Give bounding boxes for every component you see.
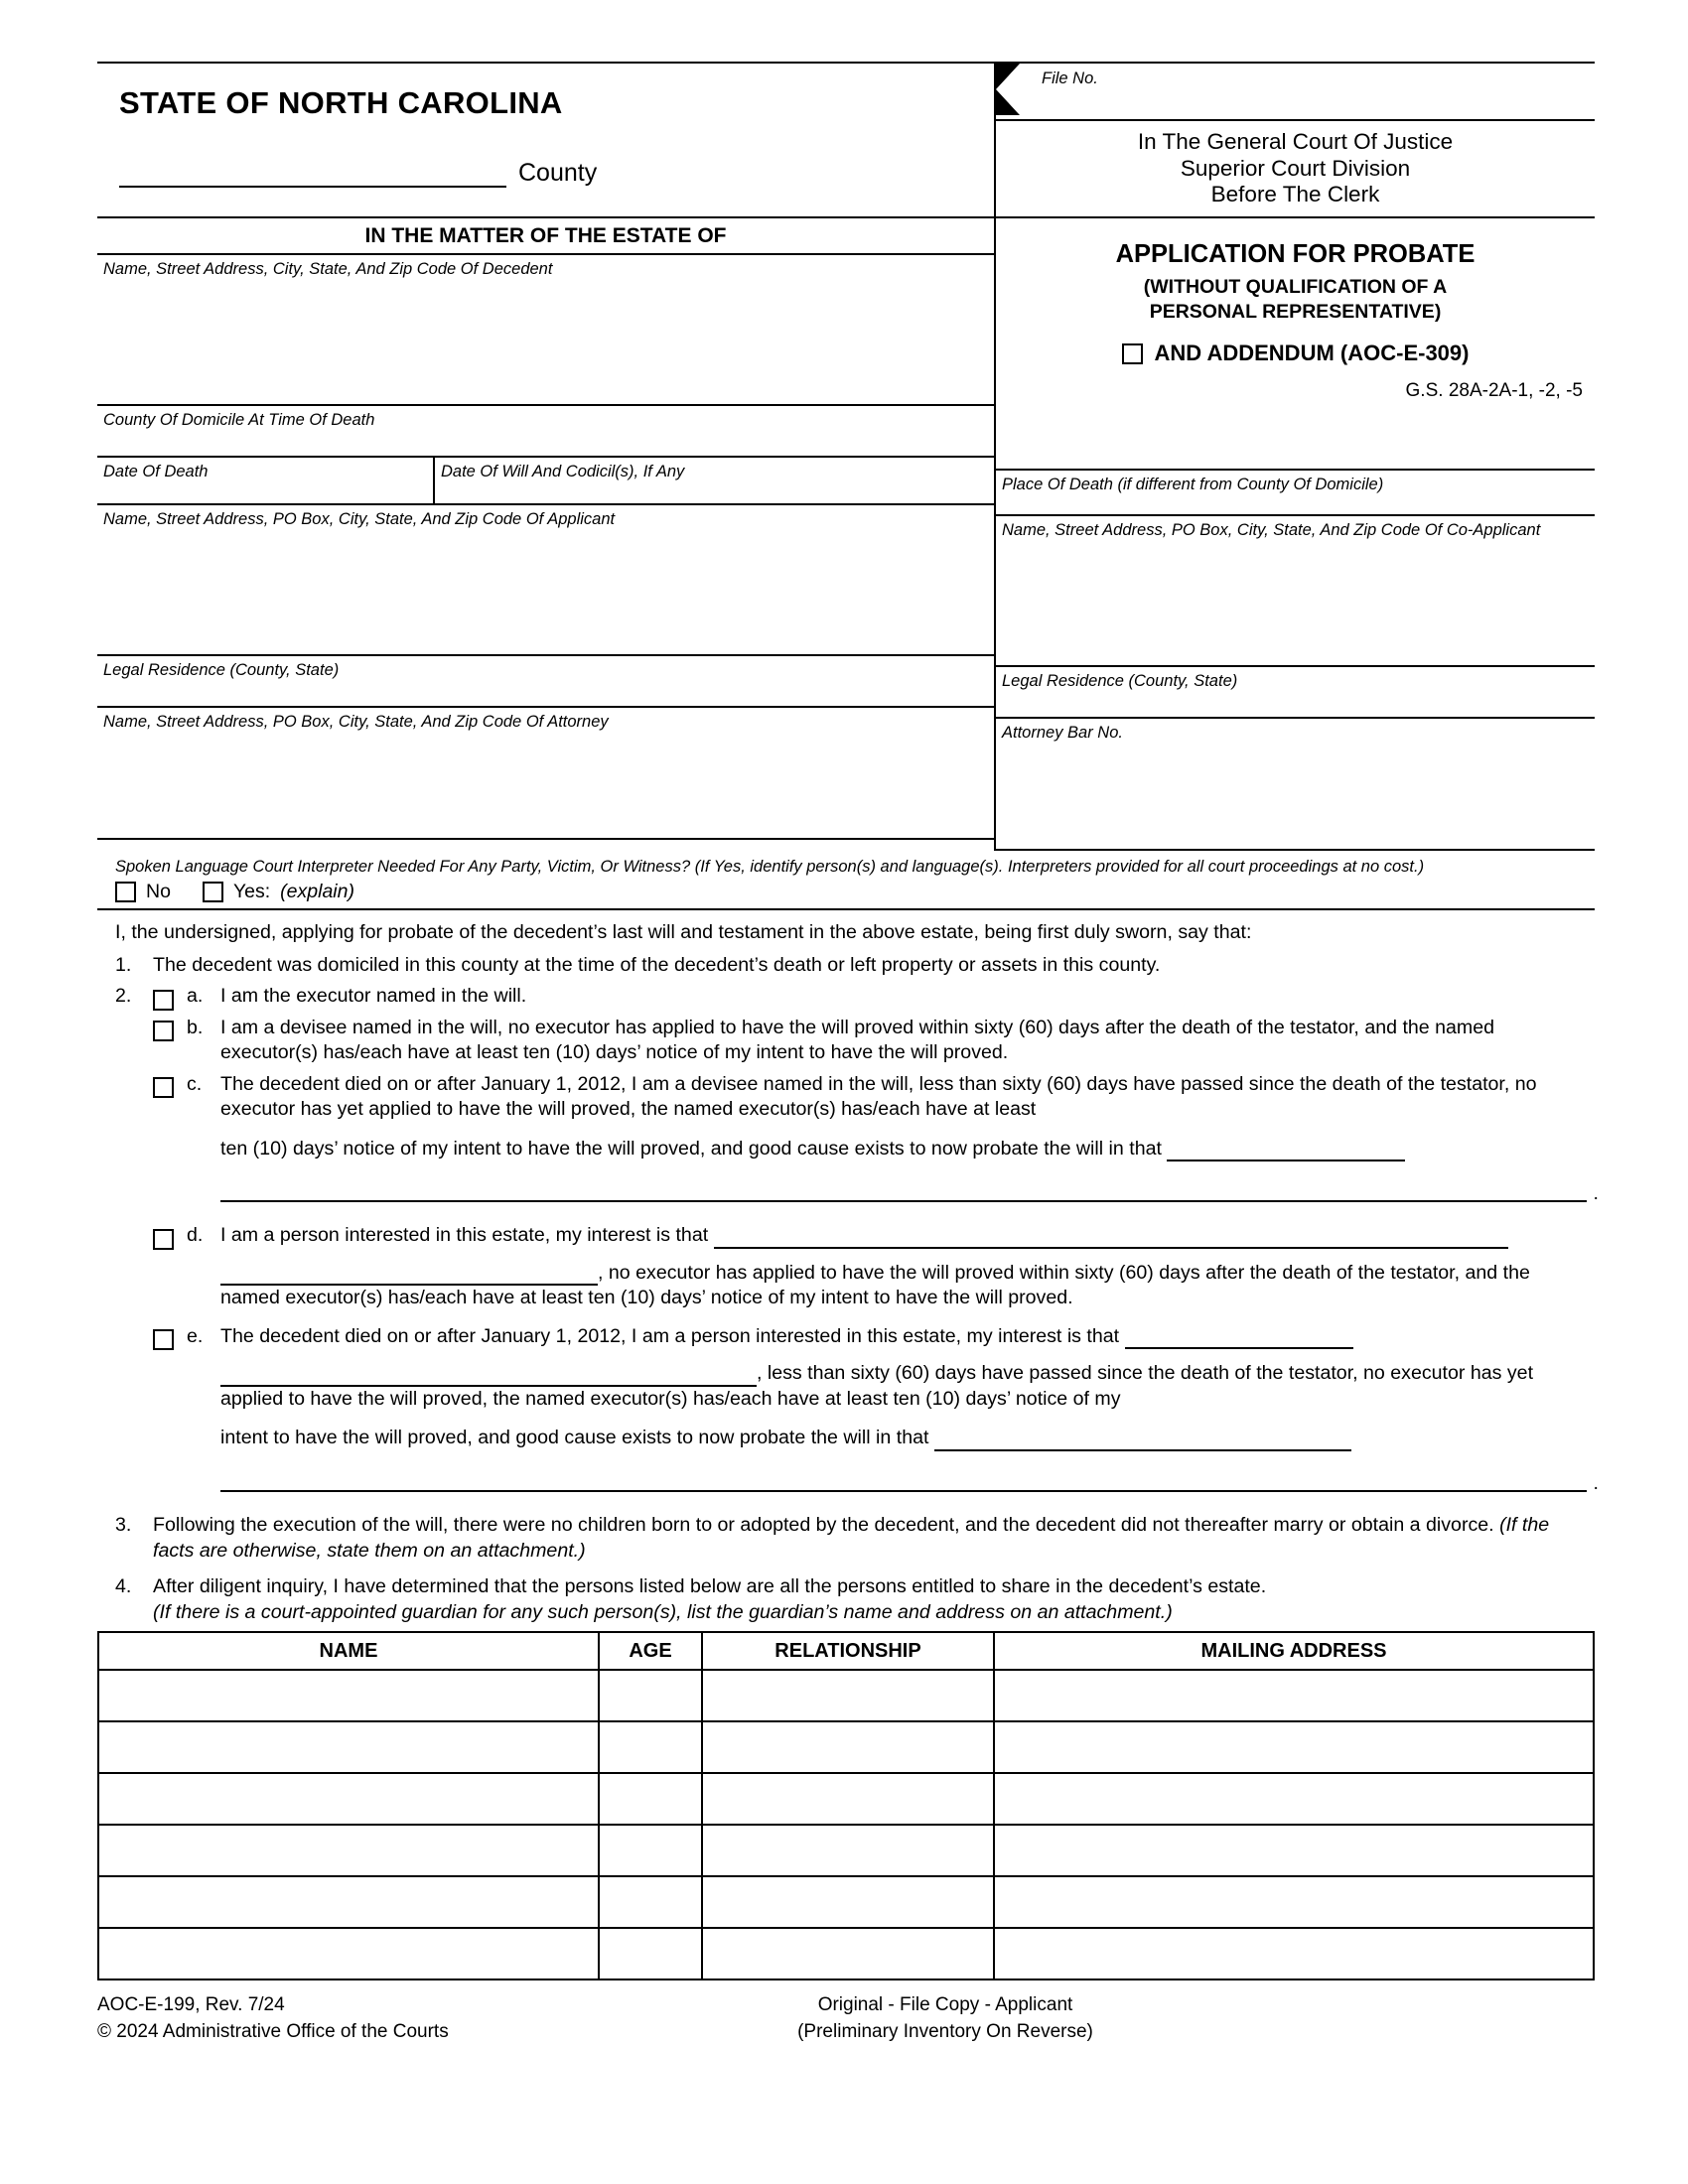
- item-2d-checkbox-wrap: [153, 1223, 187, 1310]
- item-2a-letter: a.: [187, 985, 204, 1008]
- estate-and-title: [97, 218, 1595, 851]
- form-body: [97, 910, 1599, 1631]
- item-2e-checkbox[interactable]: [153, 1329, 174, 1350]
- table-row[interactable]: [98, 1928, 1594, 1979]
- item-2d: [97, 1205, 1595, 1313]
- cell-relationship[interactable]: [702, 1928, 994, 1979]
- item-2: [97, 981, 1595, 1012]
- reverse-note: (Preliminary Inventory On Reverse): [797, 2020, 1093, 2042]
- cell-name[interactable]: [98, 1773, 599, 1825]
- column-header-relationship: RELATIONSHIP: [702, 1632, 994, 1670]
- cell-relationship[interactable]: [702, 1721, 994, 1773]
- item-2e-line-4: [220, 1467, 1599, 1494]
- form-subtitle-line-1: (WITHOUT QUALIFICATION OF A: [1143, 275, 1448, 298]
- persons-table-header-row: [98, 1632, 1594, 1670]
- cell-mailing-address[interactable]: [994, 1876, 1594, 1928]
- item-2e-blank-2[interactable]: [220, 1365, 757, 1387]
- decedent-label: Name, Street Address, City, State, And Zip Code Of Decedent: [103, 259, 553, 278]
- county-domicile-field[interactable]: [97, 406, 994, 458]
- item-4-body: [153, 1574, 1587, 1625]
- form-sheet: [97, 62, 1599, 2097]
- item-2c-letter: c.: [187, 1072, 203, 1095]
- item-4-number: 4.: [115, 1575, 132, 1598]
- cell-mailing-address[interactable]: [994, 1670, 1594, 1721]
- co-applicant-label: Name, Street Address, PO Box, City, State, And Zip Code Of Co-Applicant: [1002, 520, 1541, 539]
- item-2d-letter: d.: [187, 1224, 204, 1247]
- county-label: County: [518, 159, 598, 187]
- court-heading: [996, 121, 1595, 216]
- item-2e-text-2: , less than sixty (60) days have passed since the death of the testator, no executor has yet applied to have the will proved, the named executor(s) has/each have at least ten (10) days’ notice of my: [220, 1362, 1534, 1410]
- item-1: [97, 950, 1595, 981]
- addendum-label: AND ADDENDUM (AOC-E-309): [1154, 341, 1470, 366]
- item-2e-line-3: [220, 1426, 1587, 1450]
- cell-mailing-address[interactable]: [994, 1928, 1594, 1979]
- attorney-bar-label: Attorney Bar No.: [1002, 723, 1123, 742]
- item-2d-blank-2[interactable]: [220, 1264, 598, 1286]
- column-header-age: AGE: [599, 1632, 702, 1670]
- cell-age[interactable]: [599, 1928, 702, 1979]
- cell-age[interactable]: [599, 1721, 702, 1773]
- item-2e-text-3: intent to have the will proved, and good cause exists to now probate the will in that: [220, 1427, 929, 1449]
- form-subtitle: [996, 275, 1595, 326]
- item-2b: [97, 1013, 1595, 1069]
- interpreter-question: Spoken Language Court Interpreter Needed For Any Party, Victim, Or Witness? (If Yes, identify person(s) and language(s). Interpreters provided for all court proceedings at no cost.): [115, 857, 1425, 876]
- item-2b-letter: b.: [187, 1016, 204, 1038]
- interpreter-yes-label: Yes:: [232, 881, 271, 903]
- interpreter-no-label: No: [146, 881, 171, 903]
- item-4: [97, 1567, 1595, 1631]
- item-2c-text-2: ten (10) days’ notice of my intent to have the will proved, and good cause exists to now probate the will in that: [220, 1137, 1162, 1160]
- item-2c-text: The decedent died on or after January 1, 2012, I am a devisee named in the will, less than sixty (60) days have passed since the death of the testator, no executor has yet applied to have the will proved, the named executor(s) has/each have at least: [220, 1072, 1537, 1121]
- interpreter-explain-label: (explain): [280, 881, 354, 903]
- flag-icon: [996, 64, 1020, 89]
- place-of-death-field[interactable]: [996, 471, 1595, 516]
- attorney-field[interactable]: [97, 708, 994, 840]
- place-of-death-label: Place Of Death (if different from County Of Domicile): [1002, 475, 1384, 493]
- estate-column: [97, 218, 996, 851]
- court-line-1: In The General Court Of Justice: [1137, 129, 1454, 154]
- item-2c: [97, 1069, 1599, 1206]
- legal-residence-field-2[interactable]: [996, 667, 1595, 719]
- file-no-label: File No.: [1042, 69, 1098, 87]
- item-2e: [97, 1314, 1599, 1495]
- cell-name[interactable]: [98, 1721, 599, 1773]
- cell-age[interactable]: [599, 1825, 702, 1876]
- date-of-death-label: Date Of Death: [103, 462, 209, 480]
- item-2a-checkbox-wrap: [153, 984, 187, 1012]
- county-line: [119, 159, 994, 188]
- persons-table: [97, 1631, 1595, 1980]
- item-2e-line-2: [220, 1361, 1587, 1412]
- attorney-label: Name, Street Address, PO Box, City, State, And Zip Code Of Attorney: [103, 712, 609, 731]
- item-2d-checkbox[interactable]: [153, 1229, 174, 1250]
- cell-name[interactable]: [98, 1670, 599, 1721]
- state-title: STATE OF NORTH CAROLINA: [119, 85, 563, 120]
- intro-paragraph: I, the undersigned, applying for probate of the decedent’s last will and testament in the above estate, being first duly sworn, say that:: [115, 921, 1252, 944]
- item-2c-blank-2[interactable]: [220, 1180, 1587, 1202]
- footer-left: [97, 1992, 614, 2045]
- item-2d-text-2: , no executor has applied to have the will proved within sixty (60) days after the death of the testator, and the named executor(s) has/each have at least ten (10) days’ notice of my intent to have the will proved.: [220, 1261, 1530, 1309]
- county-input[interactable]: [119, 160, 506, 188]
- item-2e-period: .: [1593, 1471, 1599, 1494]
- cell-name[interactable]: [98, 1825, 599, 1876]
- co-applicant-field[interactable]: [996, 516, 1595, 667]
- cell-mailing-address[interactable]: [994, 1721, 1594, 1773]
- table-row[interactable]: [98, 1721, 1594, 1773]
- column-header-name: NAME: [98, 1632, 599, 1670]
- item-2d-line-2: [220, 1261, 1587, 1311]
- legal-residence-label-2: Legal Residence (County, State): [1002, 671, 1238, 690]
- table-row[interactable]: [98, 1825, 1594, 1876]
- item-2d-body: [220, 1223, 1587, 1310]
- date-of-will-field[interactable]: [435, 458, 994, 503]
- cell-mailing-address[interactable]: [994, 1773, 1594, 1825]
- date-of-will-label: Date Of Will And Codicil(s), If Any: [441, 462, 685, 480]
- item-2e-letter: e.: [187, 1324, 204, 1347]
- item-2c-checkbox-wrap: [153, 1072, 187, 1203]
- cell-mailing-address[interactable]: [994, 1825, 1594, 1876]
- item-2e-blank-3[interactable]: [934, 1430, 1351, 1451]
- date-of-death-field[interactable]: [97, 458, 435, 503]
- item-2b-checkbox-wrap: [153, 1016, 187, 1066]
- addendum-row: [996, 341, 1595, 366]
- form-id: AOC-E-199, Rev. 7/24: [97, 1994, 285, 2016]
- item-4-italic: (If there is a court-appointed guardian for any such person(s), list the guardian’s name and address on an attachment.): [153, 1600, 1173, 1623]
- cell-age[interactable]: [599, 1670, 702, 1721]
- cell-relationship[interactable]: [702, 1670, 994, 1721]
- death-dates-row: [97, 458, 994, 505]
- item-4-text: After diligent inquiry, I have determined that the persons listed below are all the persons entitled to share in the decedent’s estate.: [153, 1575, 1267, 1598]
- column-header-mailing-address: MAILING ADDRESS: [994, 1632, 1594, 1670]
- header-right: [996, 64, 1595, 216]
- item-2a-text: I am the executor named in the will.: [220, 985, 527, 1008]
- cell-age[interactable]: [599, 1876, 702, 1928]
- header-left: [97, 64, 996, 216]
- form-title: APPLICATION FOR PROBATE: [1115, 239, 1476, 268]
- item-2d-text: I am a person interested in this estate, my interest is that: [220, 1224, 709, 1247]
- legal-residence-field[interactable]: [97, 656, 994, 708]
- item-2b-text: I am a devisee named in the will, no executor has applied to have the will proved within sixty (60) days after the death of the testator, and the named executor(s) has/each have at least ten (10) days’ notice of my intent to have the will proved.: [220, 1016, 1495, 1064]
- interpreter-section: [97, 851, 1595, 911]
- interpreter-no-checkbox[interactable]: [115, 882, 136, 902]
- item-3: [97, 1495, 1595, 1567]
- persons-table-body: [98, 1670, 1594, 1979]
- addendum-checkbox[interactable]: [1122, 343, 1143, 364]
- cell-relationship[interactable]: [702, 1876, 994, 1928]
- item-3-number: 3.: [115, 1514, 132, 1537]
- item-2c-line-3: [220, 1177, 1599, 1205]
- item-2e-checkbox-wrap: [153, 1324, 187, 1492]
- item-2c-blank-1[interactable]: [1167, 1140, 1405, 1161]
- court-line-3: Before The Clerk: [1210, 182, 1380, 207]
- item-1-number: 1.: [115, 953, 132, 976]
- cell-relationship[interactable]: [702, 1773, 994, 1825]
- county-domicile-label: County Of Domicile At Time Of Death: [103, 410, 375, 429]
- file-no-box[interactable]: [996, 64, 1595, 121]
- item-2c-checkbox[interactable]: [153, 1077, 174, 1098]
- table-row[interactable]: [98, 1773, 1594, 1825]
- item-1-text: The decedent was domiciled in this county at the time of the decedent’s death or left property or assets in this county.: [153, 953, 1161, 976]
- item-3-italic: (If the facts are otherwise, state them on an attachment.): [153, 1514, 1550, 1562]
- form-title-block: [996, 240, 1595, 471]
- cell-name[interactable]: [98, 1928, 599, 1979]
- item-3-text: Following the execution of the will, there were no children born to or adopted by the decedent, and the decedent did not thereafter marry or obtain a divorce.: [153, 1514, 1494, 1537]
- item-3-body: [153, 1513, 1587, 1564]
- item-2e-body: [220, 1324, 1599, 1494]
- form-footer: [97, 1980, 1595, 2045]
- cell-age[interactable]: [599, 1773, 702, 1825]
- copyright: © 2024 Administrative Office of the Courts: [97, 2020, 449, 2042]
- applicant-label: Name, Street Address, PO Box, City, State, And Zip Code Of Applicant: [103, 509, 616, 528]
- item-2c-body: [220, 1072, 1599, 1205]
- item-2e-blank-1[interactable]: [1125, 1327, 1353, 1349]
- footer-distribution: [614, 1992, 1277, 2045]
- flag-icon-lower: [996, 89, 1020, 115]
- estate-section-title: IN THE MATTER OF THE ESTATE OF: [97, 218, 994, 255]
- court-line-2: Superior Court Division: [1180, 155, 1411, 181]
- item-2a-checkbox[interactable]: [153, 990, 174, 1011]
- item-2-number: 2.: [115, 985, 132, 1008]
- cell-relationship[interactable]: [702, 1825, 994, 1876]
- cell-name[interactable]: [98, 1876, 599, 1928]
- statute-citation: G.S. 28A-2A-1, -2, -5: [1405, 380, 1583, 402]
- attorney-bar-field[interactable]: [996, 719, 1595, 851]
- table-row[interactable]: [98, 1670, 1594, 1721]
- form-subtitle-line-2: PERSONAL REPRESENTATIVE): [1149, 300, 1442, 323]
- interpreter-options: [97, 877, 1595, 910]
- decedent-field[interactable]: [97, 255, 994, 406]
- applicant-field[interactable]: [97, 505, 994, 656]
- legal-residence-label: Legal Residence (County, State): [103, 660, 340, 679]
- title-column: [996, 218, 1595, 851]
- table-row[interactable]: [98, 1876, 1594, 1928]
- item-2c-period: .: [1593, 1182, 1599, 1205]
- footer-right-spacer: [1277, 1992, 1595, 2045]
- item-2e-blank-4[interactable]: [220, 1470, 1587, 1492]
- interpreter-yes-checkbox[interactable]: [203, 882, 223, 902]
- distribution-line: Original - File Copy - Applicant: [817, 1994, 1073, 2016]
- item-2d-blank-1[interactable]: [714, 1227, 1508, 1249]
- item-2e-text: The decedent died on or after January 1, 2012, I am a person interested in this estate, my interest is that: [220, 1324, 1120, 1347]
- item-2c-line-2: [220, 1137, 1587, 1161]
- item-2b-checkbox[interactable]: [153, 1021, 174, 1041]
- form-header: [97, 62, 1595, 218]
